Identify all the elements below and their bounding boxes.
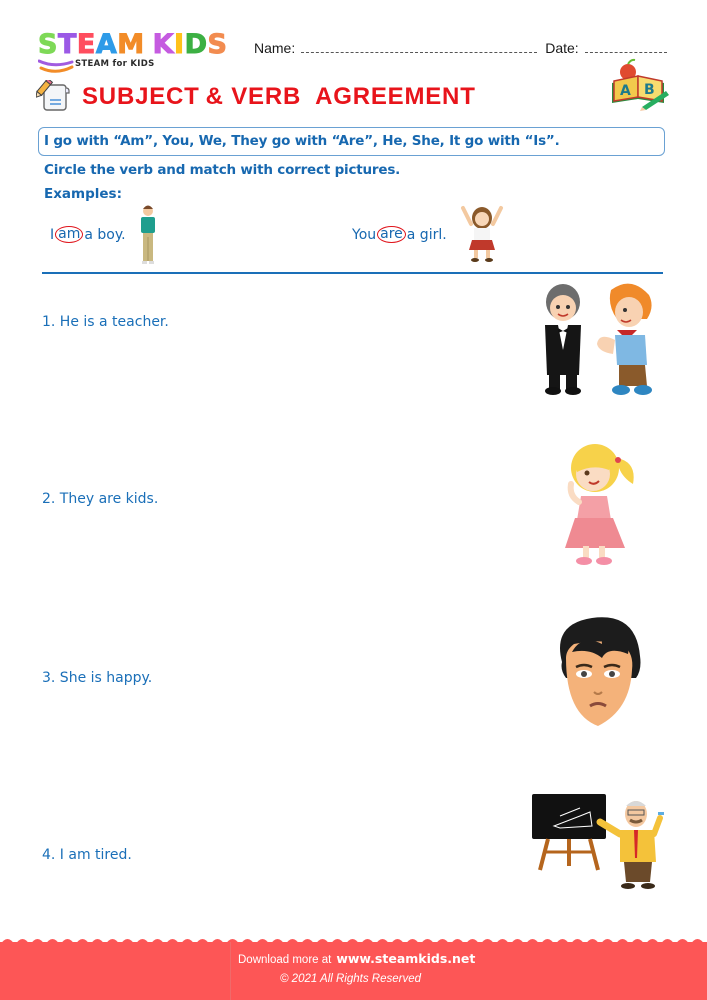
example-sentence-1: [50, 226, 126, 243]
abc-book-icon: [606, 57, 672, 111]
name-date-row: [254, 40, 675, 56]
date-label: Date:: [545, 40, 579, 56]
example-subject: I: [50, 226, 55, 243]
steam-kids-logo: [38, 31, 238, 75]
grammar-rule: I go with “Am”, You, We, They go with “Are”, He, She, It go with “Is”.: [44, 133, 560, 149]
logo-letter: S: [207, 29, 228, 60]
logo-letter: A: [95, 29, 118, 60]
svg-text:A: A: [620, 83, 631, 99]
logo-letter: E: [76, 29, 96, 60]
pencil-paper-icon: [36, 80, 70, 112]
name-field[interactable]: [301, 43, 537, 53]
separator-line: [42, 272, 663, 274]
svg-text:B: B: [644, 82, 655, 98]
page-title: [82, 83, 476, 111]
logo-subtitle: STEAM for KIDS: [75, 59, 155, 69]
teacher-blackboard-picture[interactable]: [530, 790, 670, 890]
examples-label: Examples:: [44, 186, 122, 202]
logo-letter: S: [38, 29, 58, 60]
instruction: Circle the verb and match with correct pictures.: [44, 162, 401, 178]
logo-letter: M: [117, 29, 145, 60]
logo-letter: D: [184, 29, 208, 60]
example-rest: a girl.: [406, 226, 447, 243]
logo-letter: I: [174, 29, 185, 60]
website-link[interactable]: www.steamkids.net: [336, 951, 476, 966]
logo-letter: K: [152, 29, 175, 60]
title-verb: & VERB: [205, 83, 302, 110]
footer-divider: [230, 942, 231, 1000]
example-subject: You: [352, 226, 377, 243]
logo-swoosh-icon: [38, 59, 74, 75]
blonde-girl-picture[interactable]: [555, 440, 645, 570]
tired-man-face-picture[interactable]: [550, 612, 645, 730]
date-field[interactable]: [585, 43, 667, 53]
circled-verb: are: [377, 226, 406, 243]
example-sentence-2: [352, 226, 447, 243]
girl-jumping-icon: [459, 204, 505, 264]
logo-wordmark: [38, 31, 227, 59]
logo-letter: T: [57, 29, 77, 60]
circled-verb: am: [55, 226, 83, 243]
title-subject: SUBJECT: [82, 83, 200, 110]
question-1: 1. He is a teacher.: [42, 314, 169, 330]
example-rest: a boy.: [84, 226, 126, 243]
groom-and-boy-picture[interactable]: [533, 280, 663, 400]
name-label: Name:: [254, 40, 296, 56]
download-text: Download more at: [238, 954, 332, 966]
question-2: 2. They are kids.: [42, 491, 159, 507]
question-3: 3. She is happy.: [42, 670, 153, 686]
question-4: 4. I am tired.: [42, 847, 132, 863]
boy-standing-icon: [138, 204, 158, 266]
footer-download: [238, 951, 475, 966]
title-agreement: AGREEMENT: [315, 83, 476, 110]
copyright-text: © 2021 All Rights Reserved: [280, 973, 422, 985]
